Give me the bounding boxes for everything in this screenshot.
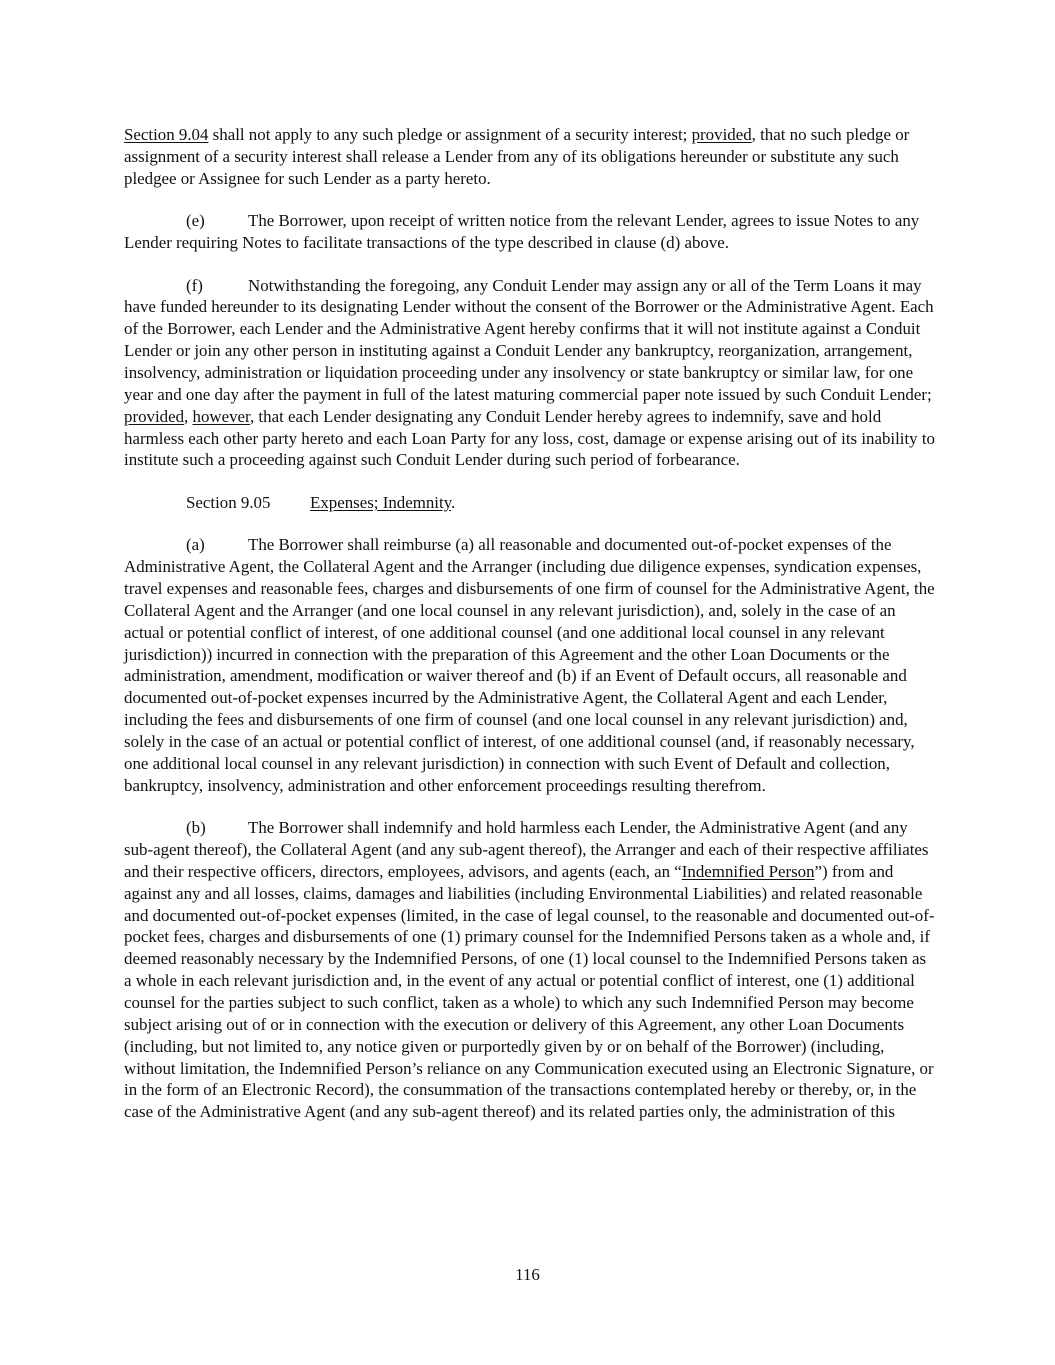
paragraph-text: Notwithstanding the foregoing, any Conduit Lender may assign any or all of the Term Loans it may have funded hereunder to its designating Lender without the consent of the Borrower or the Administrative Agent. Each of the Borrower, each Lender and the Administrative Agent hereby confirms that it will not institute against a Conduit Lender or join any other person in instituting against a Conduit Lender any bankruptcy, reorganization, arrangement, insolvency, administration or liquidation proceeding under any insolvency or state bankruptcy or similar law, for one year and one day after the payment in full of the latest maturing commercial paper note issued by such Conduit Lender; (124, 275, 934, 404)
paragraph-text: The Borrower shall indemnify and hold harmless each Lender, the Administrative Agent (and any sub-agent thereof), the Collateral Agent (and any sub-agent thereof), the Arranger and each of their respective affiliates and their respective officers, directors, employees, advisors, and agents (each, an “ (124, 818, 929, 881)
paragraph-text: , that each Lender designating any Conduit Lender hereby agrees to indemnify, save and hold harmless each other party hereto and each Loan Party for any loss, cost, damage or expense arising out of its inability to institute such a proceeding against such Conduit Lender during such period of forbearance. (124, 406, 935, 470)
paragraph-clause-e (124, 210, 936, 254)
section-reference-link: Section 9.04 (124, 125, 209, 144)
defined-term-indemnified-person: Indemnified Person (681, 861, 815, 881)
clause-label: (b) (186, 818, 206, 838)
clause-label: (a) (186, 535, 205, 555)
document-page (124, 124, 936, 1144)
provided-term: provided (691, 125, 752, 144)
paragraph-text: , (184, 406, 193, 426)
section-number: Section 9.05 (186, 492, 271, 512)
paragraph-clause-a (124, 534, 936, 796)
however-term: however (192, 406, 250, 426)
provided-term: provided (124, 406, 185, 426)
paragraph-section-9-04-continuation (124, 124, 936, 190)
paragraph-text: ”) from and against any and all losses, claims, damages and liabilities (including Environmental Liabilities) and related reasonable and documented out-of-pocket expenses (limited, in the case of legal counsel, to the reasonable and documented out-of-pocket fees, charges and disbursements of one (1) primary counsel for the Indemnified Persons taken as a whole and, if deemed reasonably necessary by the Indemnified Persons, of one (1) local counsel to the Indemnified Persons taken as a whole in each relevant jurisdiction and, in the event of any actual or potential conflict of interest, one (1) additional counsel for the parties subject to such conflict, taken as a whole) to which any such Indemnified Person may become subject arising out of or in connection with the execution or delivery of this Agreement, any other Loan Documents (including, but not limited to, any notice given or purportedly given by or on behalf of the Borrower) (including, without limitation, the Indemnified Person’s reliance on any Communication executed using an Electronic Signature, or in the form of an Electronic Record), the consummation of the transactions contemplated hereby or thereby, or, in the case of the Administrative Agent (and any sub-agent thereof) and its related parties only, the administration of this (124, 861, 935, 1122)
clause-label: (e) (186, 211, 205, 231)
section-heading (124, 492, 936, 514)
paragraph-text: , that no such pledge or assignment of a security interest shall release a Lender from any of its obligations hereunder or substitute any such pledgee or Assignee for such Lender as a party hereto. (124, 125, 910, 188)
paragraph-clause-b (124, 817, 936, 1123)
paragraph-clause-f (124, 275, 936, 472)
paragraph-text: The Borrower shall reimburse (a) all reasonable and documented out-of-pocket expenses of the Administrative Agent, the Collateral Agent and the Arranger (including due diligence expenses, syndication expenses, travel expenses and reasonable fees, charges and disbursements of one firm of counsel for the Administrative Agent, the Collateral Agent and the Arranger (and one local counsel in any relevant jurisdiction), and, solely in the case of an actual or potential conflict of interest, of one additional counsel (and one additional local counsel in any relevant jurisdiction)) incurred in connection with the preparation of this Agreement and the other Loan Documents or the administration, amendment, modification or waiver thereof and (b) if an Event of Default occurs, all reasonable and documented out-of-pocket expenses incurred by the Administrative Agent, the Collateral Agent and each Lender, including the fees and disbursements of one firm of counsel (and one local counsel in any relevant jurisdiction) and, solely in the case of an actual or potential conflict of interest, of one additional counsel (and, if reasonably necessary, one additional local counsel in any relevant jurisdiction) in connection with such Event of Default and collection, bankruptcy, insolvency, administration and other enforcement proceedings resulting therefrom. (124, 535, 935, 795)
section-title-period: . (451, 492, 456, 512)
paragraph-text: The Borrower, upon receipt of written notice from the relevant Lender, agrees to issue Notes to any Lender requiring Notes to facilitate transactions of the type described in clause (d) above. (124, 211, 920, 253)
page-number: 116 (515, 1265, 540, 1284)
section-title: Expenses; Indemnity (310, 492, 452, 512)
paragraph-text: shall not apply to any such pledge or assignment of a security interest; (208, 125, 692, 144)
clause-label: (f) (186, 275, 203, 295)
